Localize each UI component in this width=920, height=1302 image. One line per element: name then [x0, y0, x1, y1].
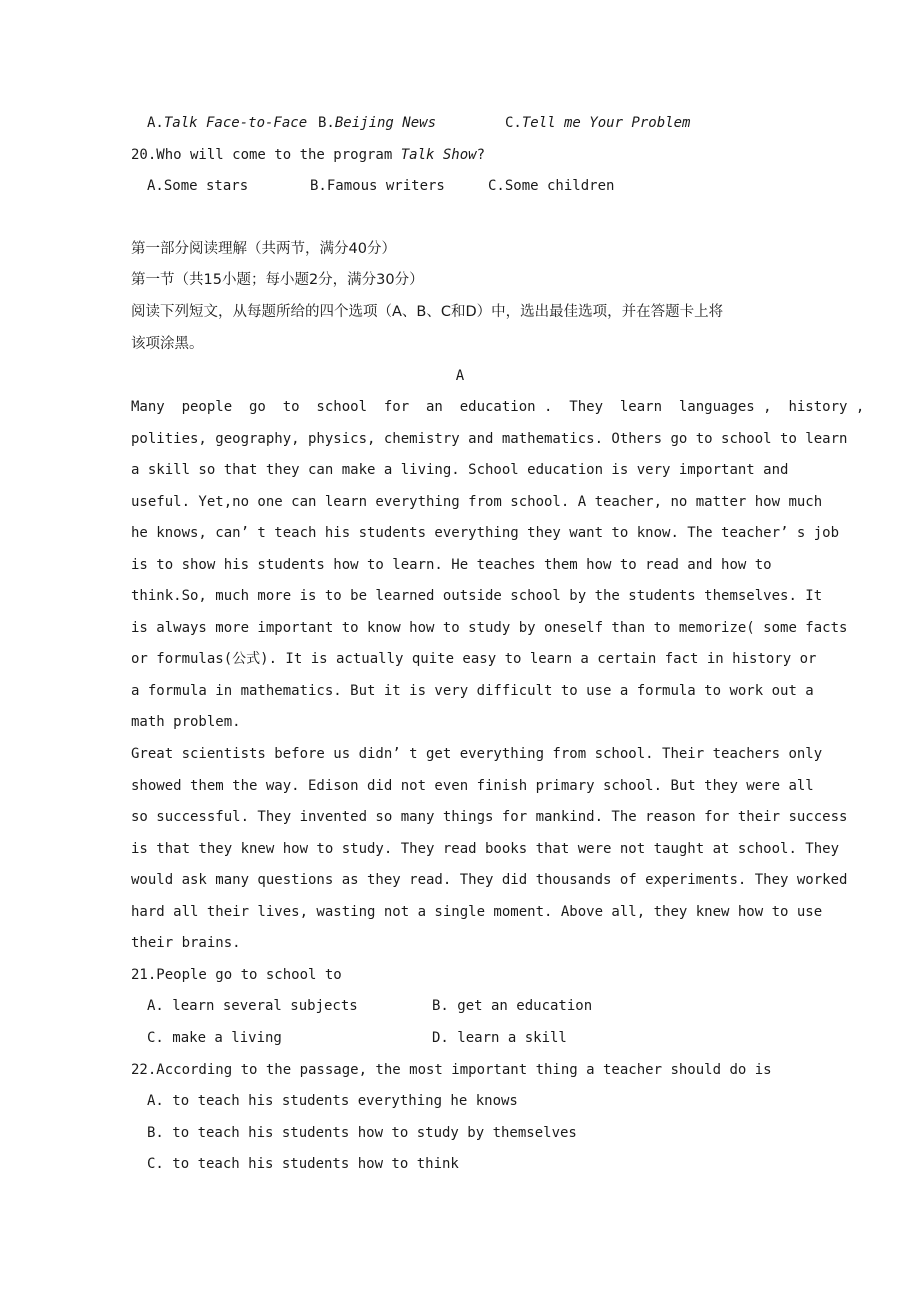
passage-line: think.So, much more is to be learned outside school by the students themselves. It — [131, 588, 823, 604]
q22-option-a: A. to teach his students everything he knows — [147, 1093, 518, 1109]
instruction-line-2: 该项涂黑。 — [131, 336, 204, 352]
q20-stem: 20.Who will come to the program Talk Show? — [131, 147, 486, 163]
passage-line: or formulas(公式). It is actually quite easy to learn a certain fact in history or — [131, 651, 817, 667]
q21-option-d: D. learn a skill — [432, 1030, 567, 1046]
passage-line: so successful. They invented so many things for mankind. The reason for their success — [131, 809, 848, 825]
q21-option-c: C. make a living — [147, 1030, 282, 1046]
q22-stem: 22.According to the passage, the most important thing a teacher should do is — [131, 1062, 772, 1078]
passage-line: a skill so that they can make a living. School education is very important and — [131, 462, 789, 478]
section-title: 第一节（共15小题；每小题2分，满分30分） — [131, 272, 424, 288]
passage-line: Many people go to school for an education . They learn languages , history , — [131, 399, 865, 415]
q20-option-a: A.Some stars — [147, 178, 249, 194]
passage-line: is to show his students how to learn. He teaches them how to read and how to — [131, 557, 772, 573]
q19-option-b: B.Beijing News — [318, 115, 437, 131]
passage-label: A — [455, 368, 465, 384]
passage-line: is always more important to know how to study by oneself than to memorize( some facts — [131, 620, 848, 636]
passage-line: he knows, can’ t teach his students everything they want to know. The teacher’ s job — [131, 525, 840, 541]
q20-option-c: C.Some children — [488, 178, 615, 194]
q21-stem: 21.People go to school to — [131, 967, 342, 983]
passage-line: is that they knew how to study. They read books that were not taught at school. They — [131, 841, 840, 857]
q22-option-c: C. to teach his students how to think — [147, 1156, 459, 1172]
q21-option-b: B. get an education — [432, 998, 593, 1014]
part-title: 第一部分阅读理解（共两节，满分40分） — [131, 241, 396, 257]
passage-line: math problem. — [131, 714, 241, 730]
passage-line: a formula in mathematics. But it is very difficult to use a formula to work out a — [131, 683, 814, 699]
passage-line: their brains. — [131, 935, 241, 951]
passage-line: polities, geography, physics, chemistry and mathematics. Others go to school to learn — [131, 431, 848, 447]
passage-line: Great scientists before us didn’ t get everything from school. Their teachers only — [131, 746, 823, 762]
q19-option-c: C.Tell me Your Problem — [505, 115, 691, 131]
passage-line: useful. Yet,no one can learn everything from school. A teacher, no matter how much — [131, 494, 823, 510]
q21-option-a: A. learn several subjects — [147, 998, 358, 1014]
passage-line: showed them the way. Edison did not even finish primary school. But they were all — [131, 778, 814, 794]
q22-option-b: B. to teach his students how to study by themselves — [147, 1125, 577, 1141]
passage-line: hard all their lives, wasting not a single moment. Above all, they knew how to use — [131, 904, 823, 920]
q19-option-a: A.Talk Face-to-Face — [147, 115, 308, 131]
q20-option-b: B.Famous writers — [310, 178, 445, 194]
instruction-line-1: 阅读下列短文，从每题所给的四个选项（A、B、C和D）中，选出最佳选项，并在答题卡上将 — [131, 304, 724, 320]
passage-line: would ask many questions as they read. They did thousands of experiments. They worked — [131, 872, 848, 888]
